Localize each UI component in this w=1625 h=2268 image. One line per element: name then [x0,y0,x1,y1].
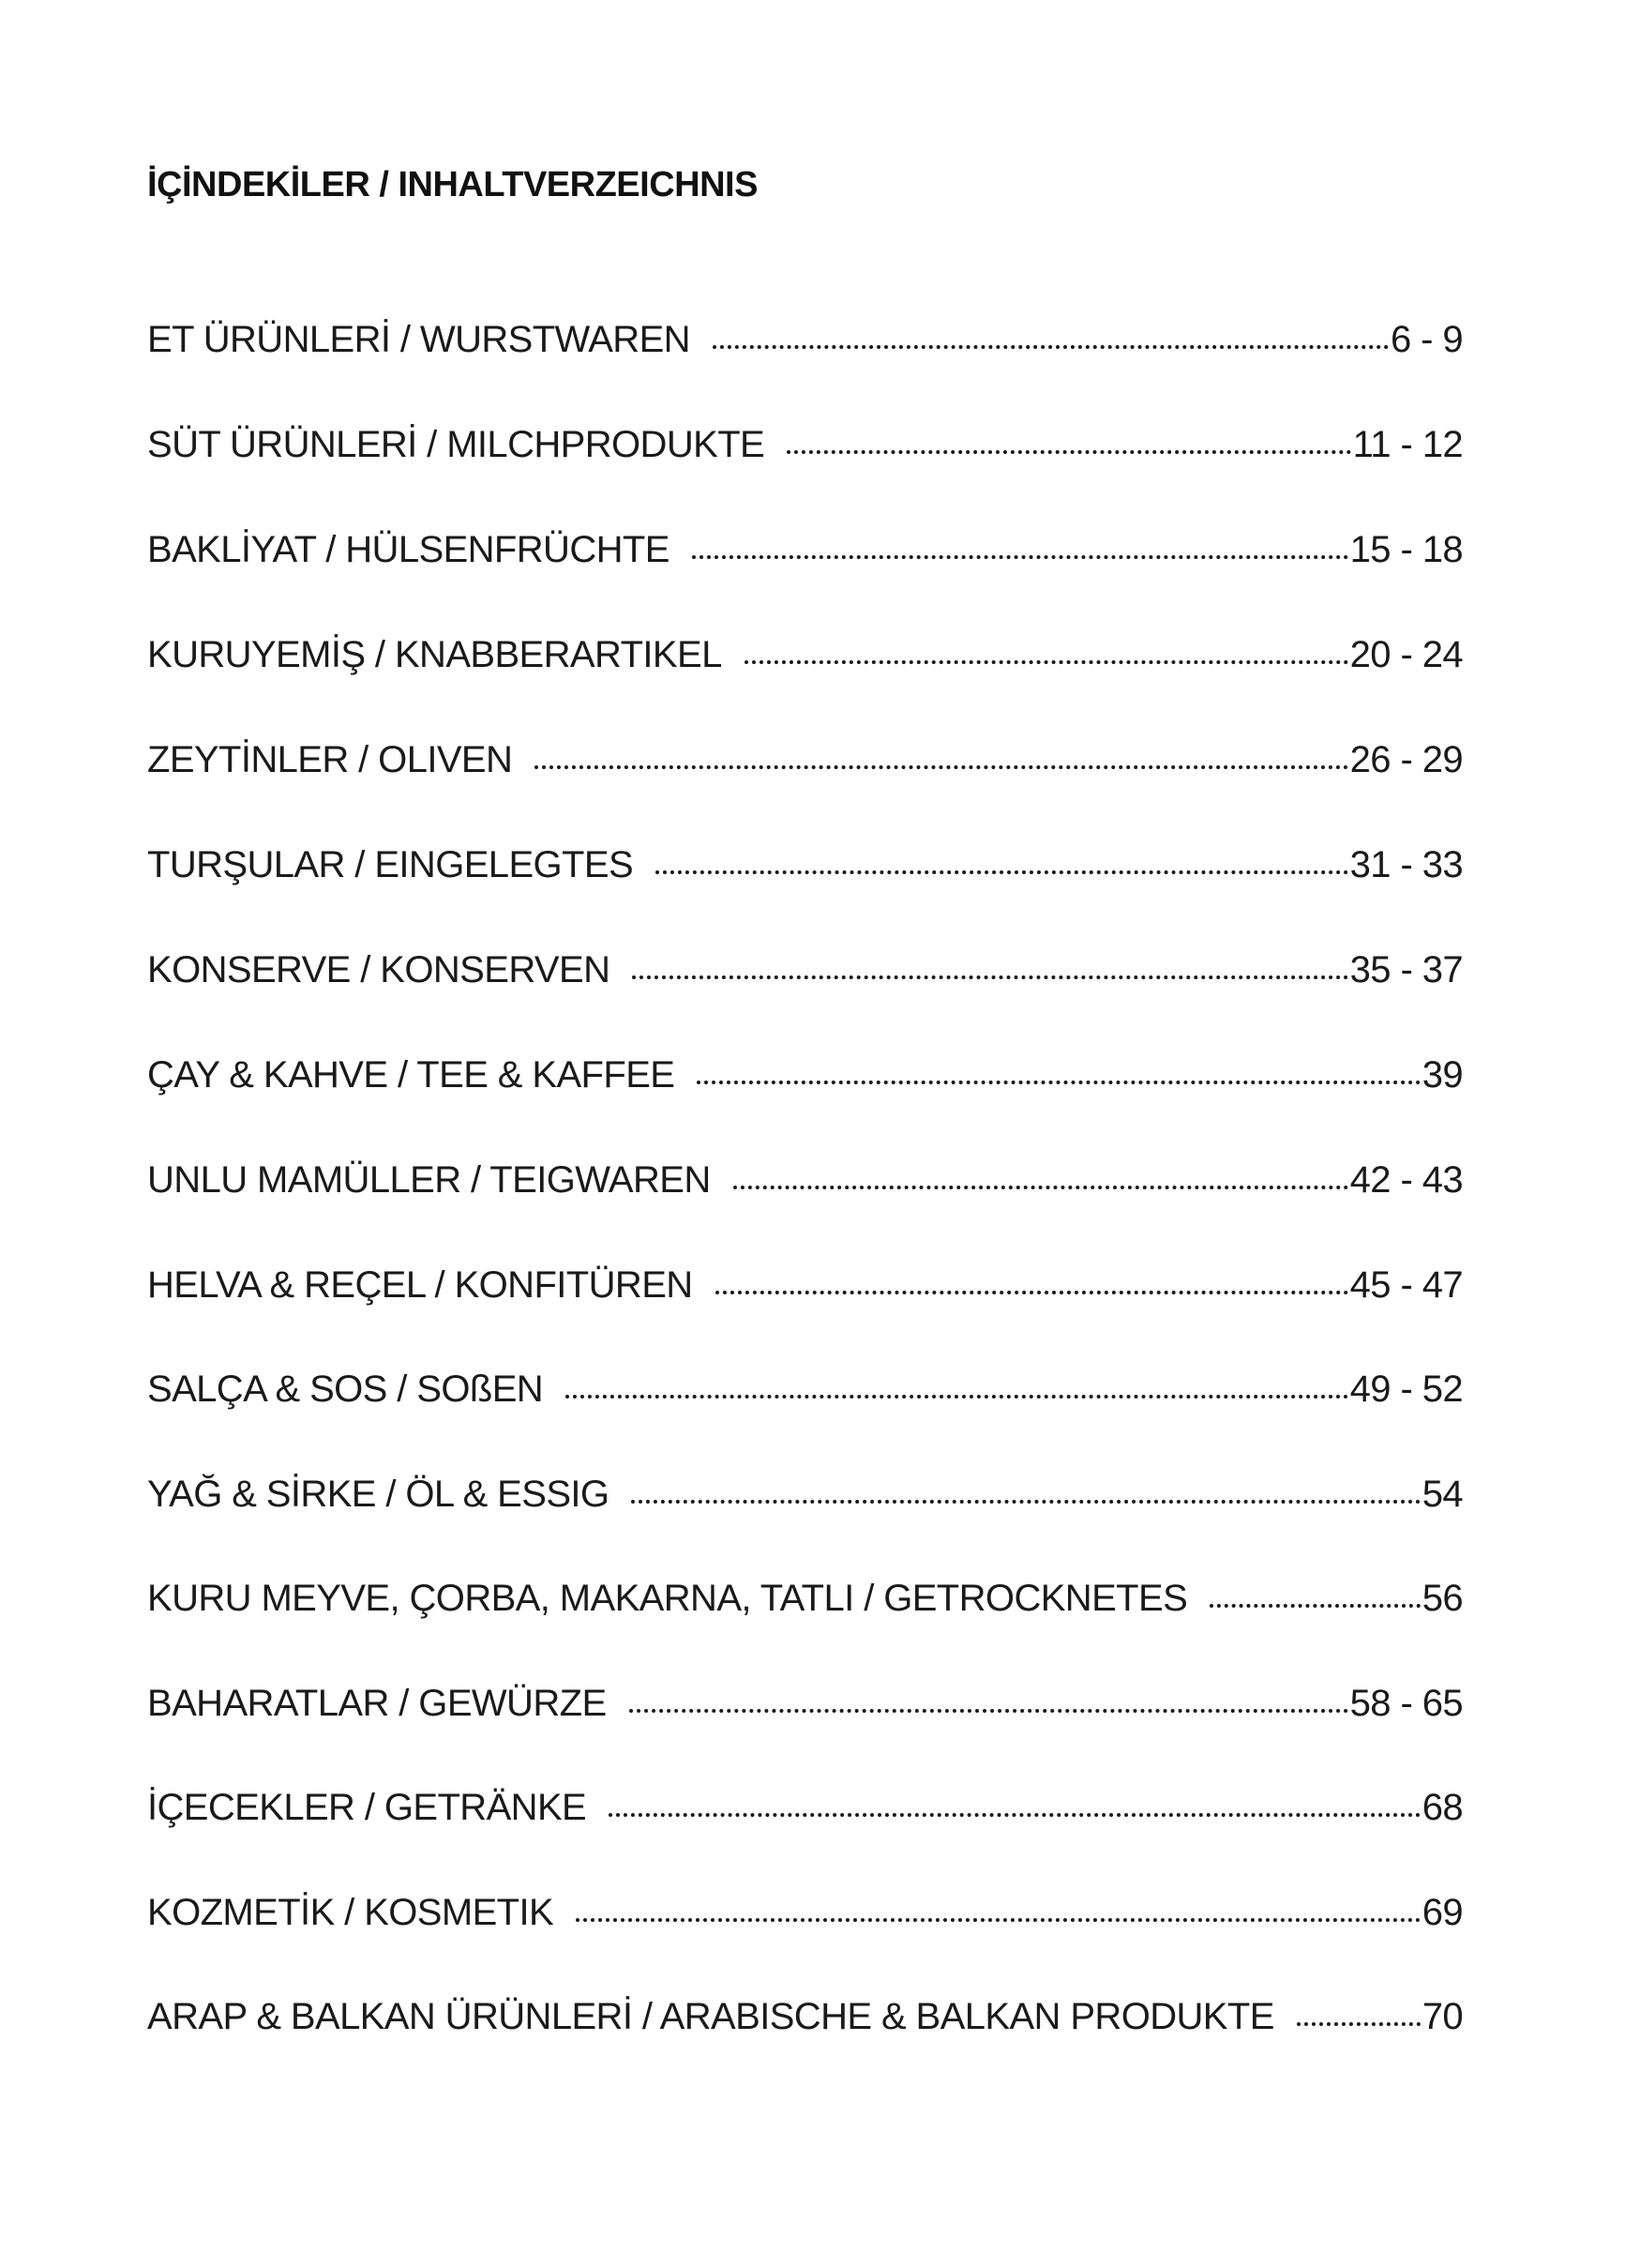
toc-entry-label: İÇECEKLER / GETRÄNKE [147,1787,587,1828]
toc-entry-pages: 42 - 43 [1349,1159,1463,1201]
toc-entry-pages: 6 - 9 [1390,319,1463,360]
dot-leader [1297,2022,1421,2026]
toc-entry-pages: 20 - 24 [1349,634,1463,675]
toc-entry-label: KONSERVE / KONSERVEN [147,949,610,990]
dot-leader [697,1081,1420,1084]
toc-entry[interactable] [147,634,1463,739]
toc-entry[interactable] [147,1474,1463,1579]
dot-leader [629,1709,1348,1713]
toc-entry[interactable] [147,1787,1463,1892]
dot-leader [534,765,1347,769]
toc-entry-label: SÜT ÜRÜNLERİ / MILCHPRODUKTE [147,424,765,465]
toc-entry[interactable] [147,1054,1463,1159]
toc-entry-pages: 39 [1422,1054,1463,1096]
dot-leader [655,870,1348,874]
toc-entry-label: SALÇA & SOS / SOßEN [147,1368,544,1410]
dot-leader [1210,1604,1421,1608]
toc-entry-pages: 49 - 52 [1349,1368,1463,1410]
toc-entry[interactable] [147,1264,1463,1369]
toc-entry[interactable] [147,949,1463,1054]
dot-leader [565,1395,1348,1399]
toc-entry-label: YAĞ & SİRKE / ÖL & ESSIG [147,1473,609,1515]
toc-entry[interactable] [147,319,1463,424]
toc-entry[interactable] [147,1892,1463,1997]
toc-entry-label: BAHARATLAR / GEWÜRZE [147,1682,607,1724]
toc-entry-pages: 54 [1422,1473,1463,1515]
dot-leader [576,1918,1421,1922]
toc-entry-pages: 68 [1422,1787,1463,1828]
toc-entry-label: KURU MEYVE, ÇORBA, MAKARNA, TATLI / GETROCKNETES [147,1578,1188,1619]
dot-leader [692,555,1348,559]
toc-entry-label: ZEYTİNLER / OLIVEN [147,739,513,780]
toc-entry[interactable] [147,424,1463,529]
toc-entry-label: UNLU MAMÜLLER / TEIGWAREN [147,1159,711,1201]
dot-leader [745,660,1348,664]
toc-entry-pages: 69 [1422,1891,1463,1933]
toc-entry-label: BAKLİYAT / HÜLSENFRÜCHTE [147,529,670,570]
toc-entry-label: HELVA & REÇEL / KONFITÜREN [147,1263,693,1306]
toc-entry-pages: 58 - 65 [1349,1682,1463,1724]
dot-leader [632,975,1347,979]
dot-leader [713,345,1389,349]
dot-leader [609,1813,1421,1817]
toc-entry-label: ET ÜRÜNLERİ / WURSTWAREN [147,319,690,360]
toc-entry-label: ARAP & BALKAN ÜRÜNLERİ / ARABISCHE & BALKAN PRODUKTE [147,1996,1274,2037]
dot-leader [787,450,1351,454]
toc-entry-pages: 45 - 47 [1349,1263,1463,1306]
toc-entry-label: TURŞULAR / EINGELEGTES [147,844,634,885]
dot-leader [715,1291,1348,1294]
toc-entry[interactable] [147,1159,1463,1264]
toc-entry[interactable] [147,1578,1463,1683]
toc-entry-pages: 31 - 33 [1349,844,1463,885]
toc-entry[interactable] [147,739,1463,844]
toc-entry-pages: 70 [1422,1996,1463,2037]
toc-entry-pages: 11 - 12 [1352,424,1463,465]
dot-leader [733,1186,1348,1189]
table-of-contents [147,319,1463,2101]
toc-entry-label: KURUYEMİŞ / KNABBERARTIKEL [147,634,722,675]
page-title: İÇİNDEKİLER / INHALTVERZEICHNIS [147,165,758,204]
toc-entry-pages: 56 [1422,1578,1463,1619]
toc-entry-pages: 35 - 37 [1349,949,1463,990]
toc-entry[interactable] [147,1368,1463,1474]
toc-entry-pages: 26 - 29 [1349,739,1463,780]
toc-entry[interactable] [147,1683,1463,1788]
toc-entry[interactable] [147,1996,1463,2101]
toc-entry[interactable] [147,844,1463,949]
toc-entry-label: ÇAY & KAHVE / TEE & KAFFEE [147,1054,675,1096]
dot-leader [631,1500,1420,1504]
toc-entry[interactable] [147,529,1463,634]
toc-entry-label: KOZMETİK / KOSMETIK [147,1891,554,1933]
toc-entry-pages: 15 - 18 [1349,529,1463,570]
